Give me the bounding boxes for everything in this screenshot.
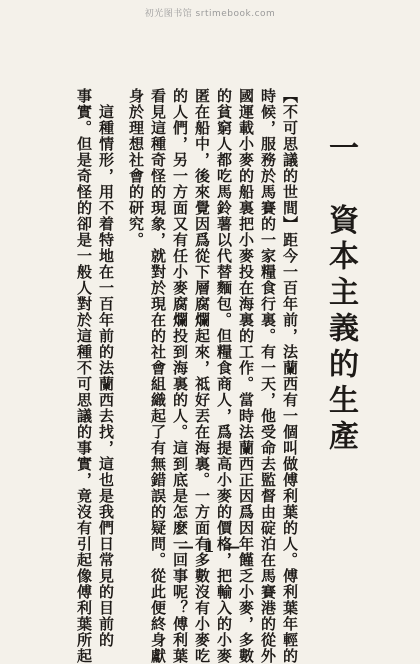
text-line: 國運載小麥的船裏把小麥投在海裏的工作。當時法蘭西正因爲因年饉乏小麥，多數 <box>237 88 255 664</box>
chapter-title: 一 資本主義的生產 <box>323 132 358 456</box>
text-line: 的人們，另一方面又有任小麥腐爛投到海裏的人。這到底是怎麽一回事呢？傅利葉 <box>171 88 189 664</box>
text-line: 事實。但是奇怪的卻是一般人對於這種不可思議的事實，竟沒有引起像傅利葉所起 <box>75 88 93 664</box>
watermark: 初光图书馆 srtimebook.com <box>144 9 276 19</box>
text-line: 身於理想社會的研究。 <box>127 88 145 248</box>
text-line: 匿在船中，後來覺因爲從下層腐爛起來，祗好丟在海裏。一方面有多數沒有小麥吃 <box>193 88 211 664</box>
text-line: 看見這種奇怪的現象，就對於現在的社會組織起了有無錯誤的疑問。從此便終身獻 <box>149 88 167 664</box>
text-line: 這種情形，用不着特地在一百年前的法蘭西去找，這也是我們日常見的目前的 <box>97 88 115 648</box>
text-line: 的貧窮人都吃馬鈴薯以代替麵包。但糧食商人，爲提高小麥的價格，把輸入的小麥 <box>215 88 233 664</box>
text-line: 【不可思議的世間】距今一百年前，法蘭西有一個叫做傅利葉的人。傅利葉年輕的 <box>281 88 299 664</box>
page-number: — 1 — <box>177 537 243 556</box>
text-line: 時候，服務於馬賽的一家糧食行裏。有一天，他受命去監督由碇泊在馬賽港的從外 <box>259 88 277 664</box>
